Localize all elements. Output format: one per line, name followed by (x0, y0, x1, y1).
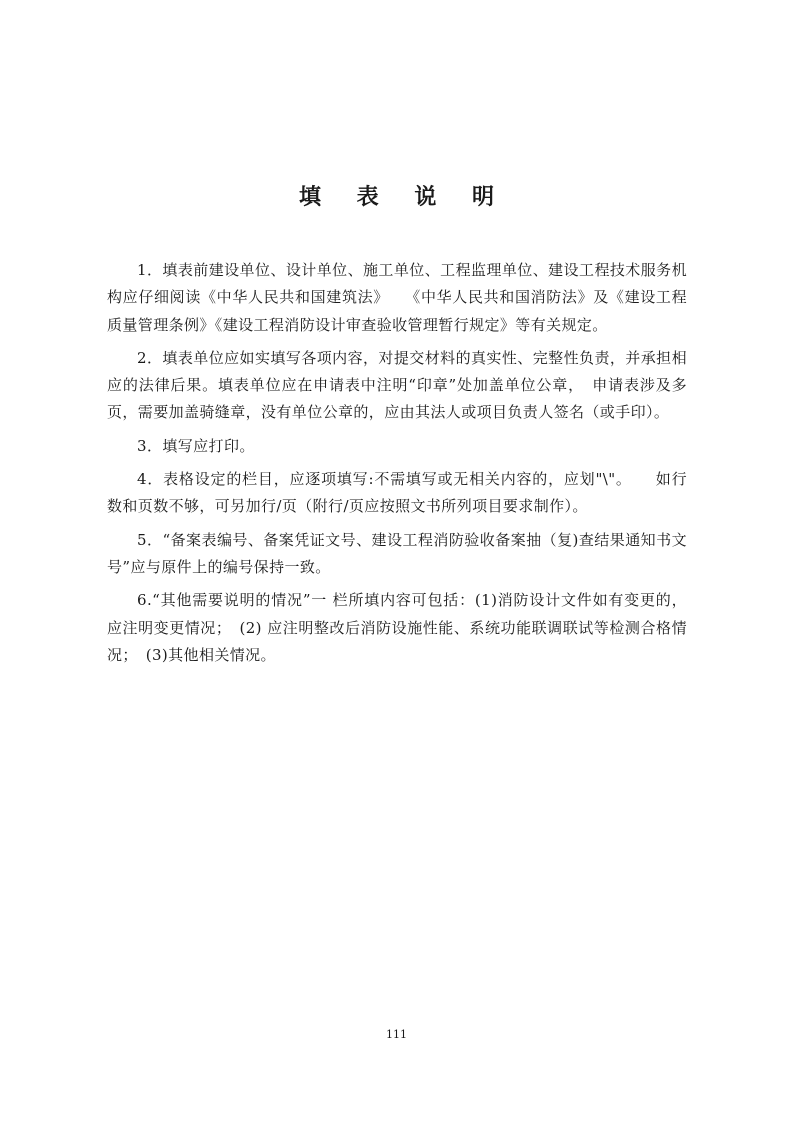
instruction-paragraph-3: 3．填写应打印。 (137, 436, 255, 455)
instruction-paragraph-2: 2．填表单位应如实填写各项内容，对提交材料的真实性、完整性负责，并承担相应的法律后果。填表单位应在申请表中注明“印章”处加盖单位公章， 申请表涉及多页，需要加盖骑缝章，没有单位公章的，应由其法人或项目负责人签名（或手印）。 (107, 348, 687, 422)
instruction-paragraph-4: 4．表格设定的栏目，应逐项填写:不需填写或无相关内容的，应划"\"。 如行数和页数不够，可另加行/页（附行/页应按照文书所列项目要求制作）。 (107, 470, 687, 516)
page-number: 111 (386, 1028, 407, 1041)
instruction-paragraph-6: 6.“其他需要说明的情况”一 栏所填内容可包括：(1)消防设计文件如有变更的，应注明变更情况； (2) 应注明整改后消防设施性能、系统功能联调联试等检测合格情况； (3)其他相关情况。 (107, 591, 687, 664)
page-title: 填 表 说 明 (299, 185, 508, 210)
instruction-paragraph-5: 5．“备案表编号、备案凭证文号、建设工程消防验收备案抽（复)查结果通知书文号”应与原件上的编号保持一致。 (107, 530, 687, 576)
instruction-paragraph-1: 1．填表前建设单位、设计单位、施工单位、工程监理单位、建设工程技术服务机构应仔细阅读《中华人民共和国建筑法》 《中华人民共和国消防法》及《建设工程质量管理条例》《建设工程消防设计审查验收管理暂行规定》等有关规定。 (107, 261, 687, 334)
instructions-body (107, 257, 687, 675)
